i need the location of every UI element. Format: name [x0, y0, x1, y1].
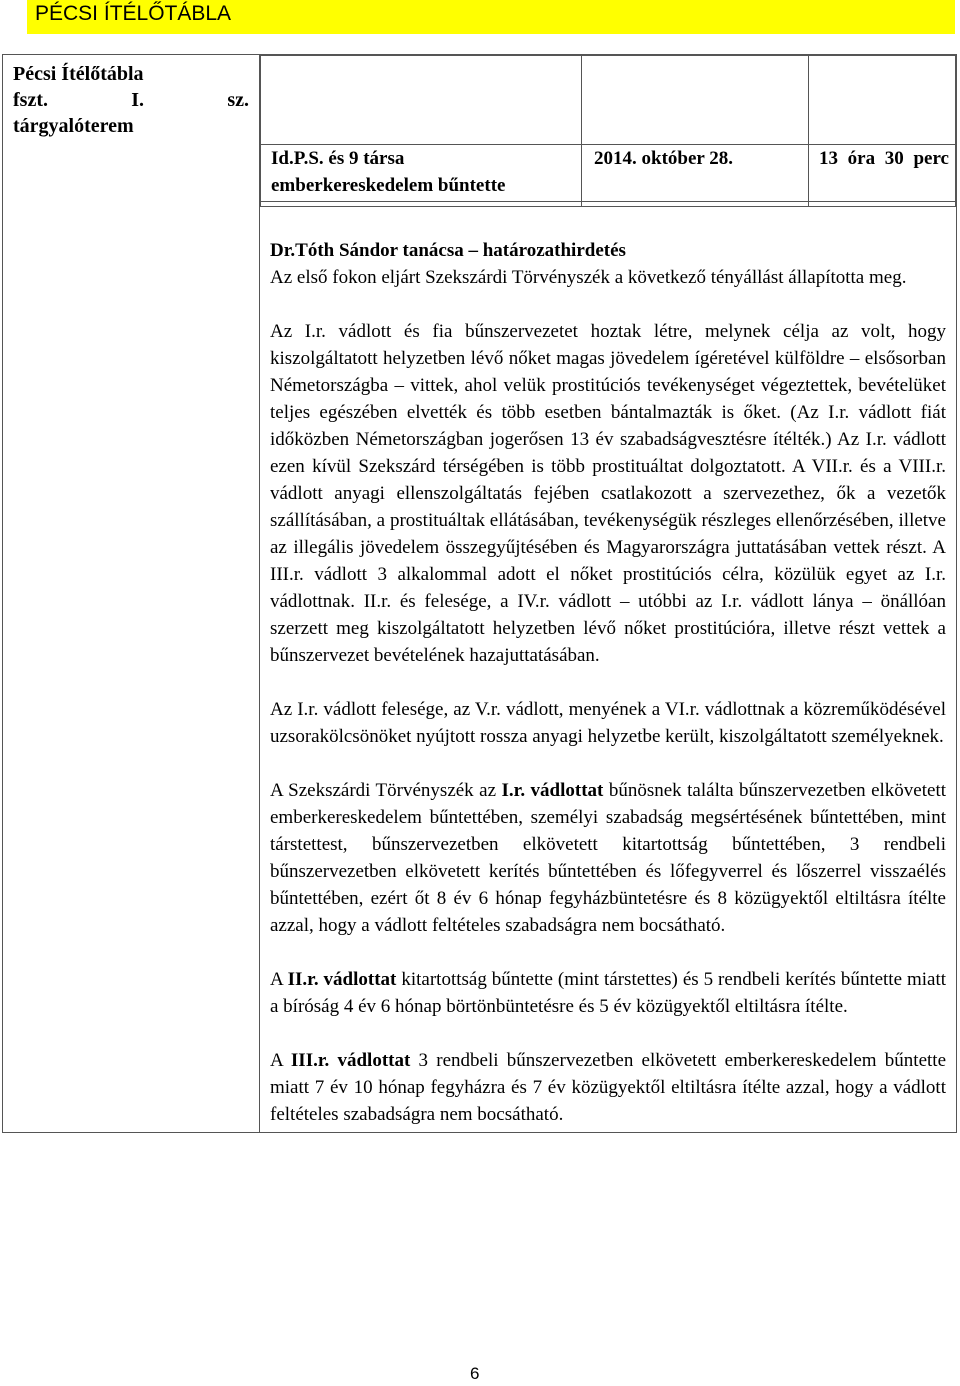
- case-header: [260, 55, 956, 207]
- court-banner-title: PÉCSI ÍTÉLŐTÁBLA: [35, 2, 232, 25]
- council-heading: Dr.Tóth Sándor tanácsa – határozathirdetés: [270, 240, 626, 261]
- location-line3: tárgyalóterem: [13, 115, 134, 137]
- court-banner: [27, 0, 955, 34]
- defendant-name: I.r. vádlottat: [501, 780, 604, 801]
- defendant-name: III.r. vádlottat: [290, 1050, 411, 1071]
- location-abbrev: sz.: [227, 89, 249, 111]
- verdict-third-defendant: A III.r. vádlottat 3 rendbeli bűnszervezetben elkövetett emberkereskedelem bűntette miatt 7 év 10 hónap fegyházra és 7 év közügyektől eltiltásra ítélte azzal, hogy a vádlott feltételes szabadságra nem bocsátható.: [270, 1050, 947, 1125]
- location-floor: fszt.: [13, 89, 48, 111]
- location-cell: [3, 55, 260, 1133]
- verdict-second-defendant: A II.r. vádlottat kitartottság bűntette (mint társtettes) és 5 rendbeli kerítés bűntette miatt a bíróság 4 év 6 hónap börtönbüntetésre és 5 év közügyektől eltiltásra ítélte.: [270, 969, 947, 1017]
- location-line2: [13, 87, 249, 113]
- decision-body: [260, 207, 956, 1132]
- defendant-name: II.r. vádlottat: [287, 969, 397, 990]
- facts-intro: Az első fokon eljárt Szekszárdi Törvényszék a következő tényállást állapította meg.: [270, 267, 907, 288]
- location-line1: Pécsi Ítélőtábla: [13, 63, 144, 85]
- facts-paragraph: Az I.r. vádlott és fia bűnszervezetet hoztak létre, melynek célja az volt, hogy kiszolgáltatott helyzetben lévő nőket magas jövedelem ígéretével külföldre – elsősorban Németországba – vittek, ahol velük prostitúciós tevékenységet végeztettek, bevételüket teljes egészében elvették és több esetben bántalmazták is őket. (Az I.r. vádlott fiát időközben Németországban jogerősen 13 év szabadságvesztésre ítélték.) Az I.r. vádlott ezen kívül Szekszárd térségében is több prostituáltat dolgoztatott. A VII.r. és a VIII.r. vádlott anyagi ellenszolgáltatás fejében csatlakozott a szervezethez, ők a vezetők szállításában, a prostituáltak ellátásában, tevékenységük részleges ellenőrzésében, illetve az illegális jövedelem összegyűjtésében és Magyarországra juttatásában vettek részt. A III.r. vádlott 3 alkalommal adott el nőket prostitúciós célra, közülük egyet az I.r. vádlottnak. II.r. és felesége, a IV.r. vádlott – utóbbi az I.r. vádlott lánya – önállóan szerzett meg kiszolgáltatott helyzetben lévő nőket prostitúcióra, illetve részt vettek a bűnszervezet bevételének hazajuttatásában.: [270, 321, 946, 666]
- hearing-table: [2, 54, 957, 1133]
- case-date: 2014. október 28.: [582, 145, 809, 202]
- usury-paragraph: Az I.r. vádlott felesége, az V.r. vádlott, menyének a VI.r. vádlottnak a közreműködésével uzsorakölcsönöket nyújtott rossza anyagi helyzetbe került, kiszolgáltatott személyeknek.: [270, 699, 946, 747]
- case-title: [261, 145, 582, 202]
- case-subject: emberkereskedelem bűntette: [271, 175, 506, 196]
- case-cell: [260, 55, 957, 1133]
- case-time-value: 13 óra 30 perc: [819, 148, 949, 169]
- case-id: Id.P.S. és 9 társa: [271, 148, 405, 169]
- page-number: 6: [470, 1364, 480, 1383]
- location-number: I.: [131, 89, 145, 111]
- verdict-first-defendant: A Szekszárdi Törvényszék az I.r. vádlottat bűnösnek találta bűnszervezetben elkövetett emberkereskedelem bűntettében, személyi szabadság megsértésének bűntettében, mint társtettest, bűnszervezetben elkövetett kitartottság bűntettében, 3 rendbeli bűnszervezetben elkövetett kerítés bűntettében és lőfegyverrel és lőszerrel visszaélés bűntettében, ezért őt 8 év 6 hónap fegyházbüntetésre és 8 közügyektől eltiltásra ítélte azzal, hogy a vádlott feltételes szabadságra nem bocsátható.: [270, 780, 947, 936]
- case-time: [809, 145, 956, 202]
